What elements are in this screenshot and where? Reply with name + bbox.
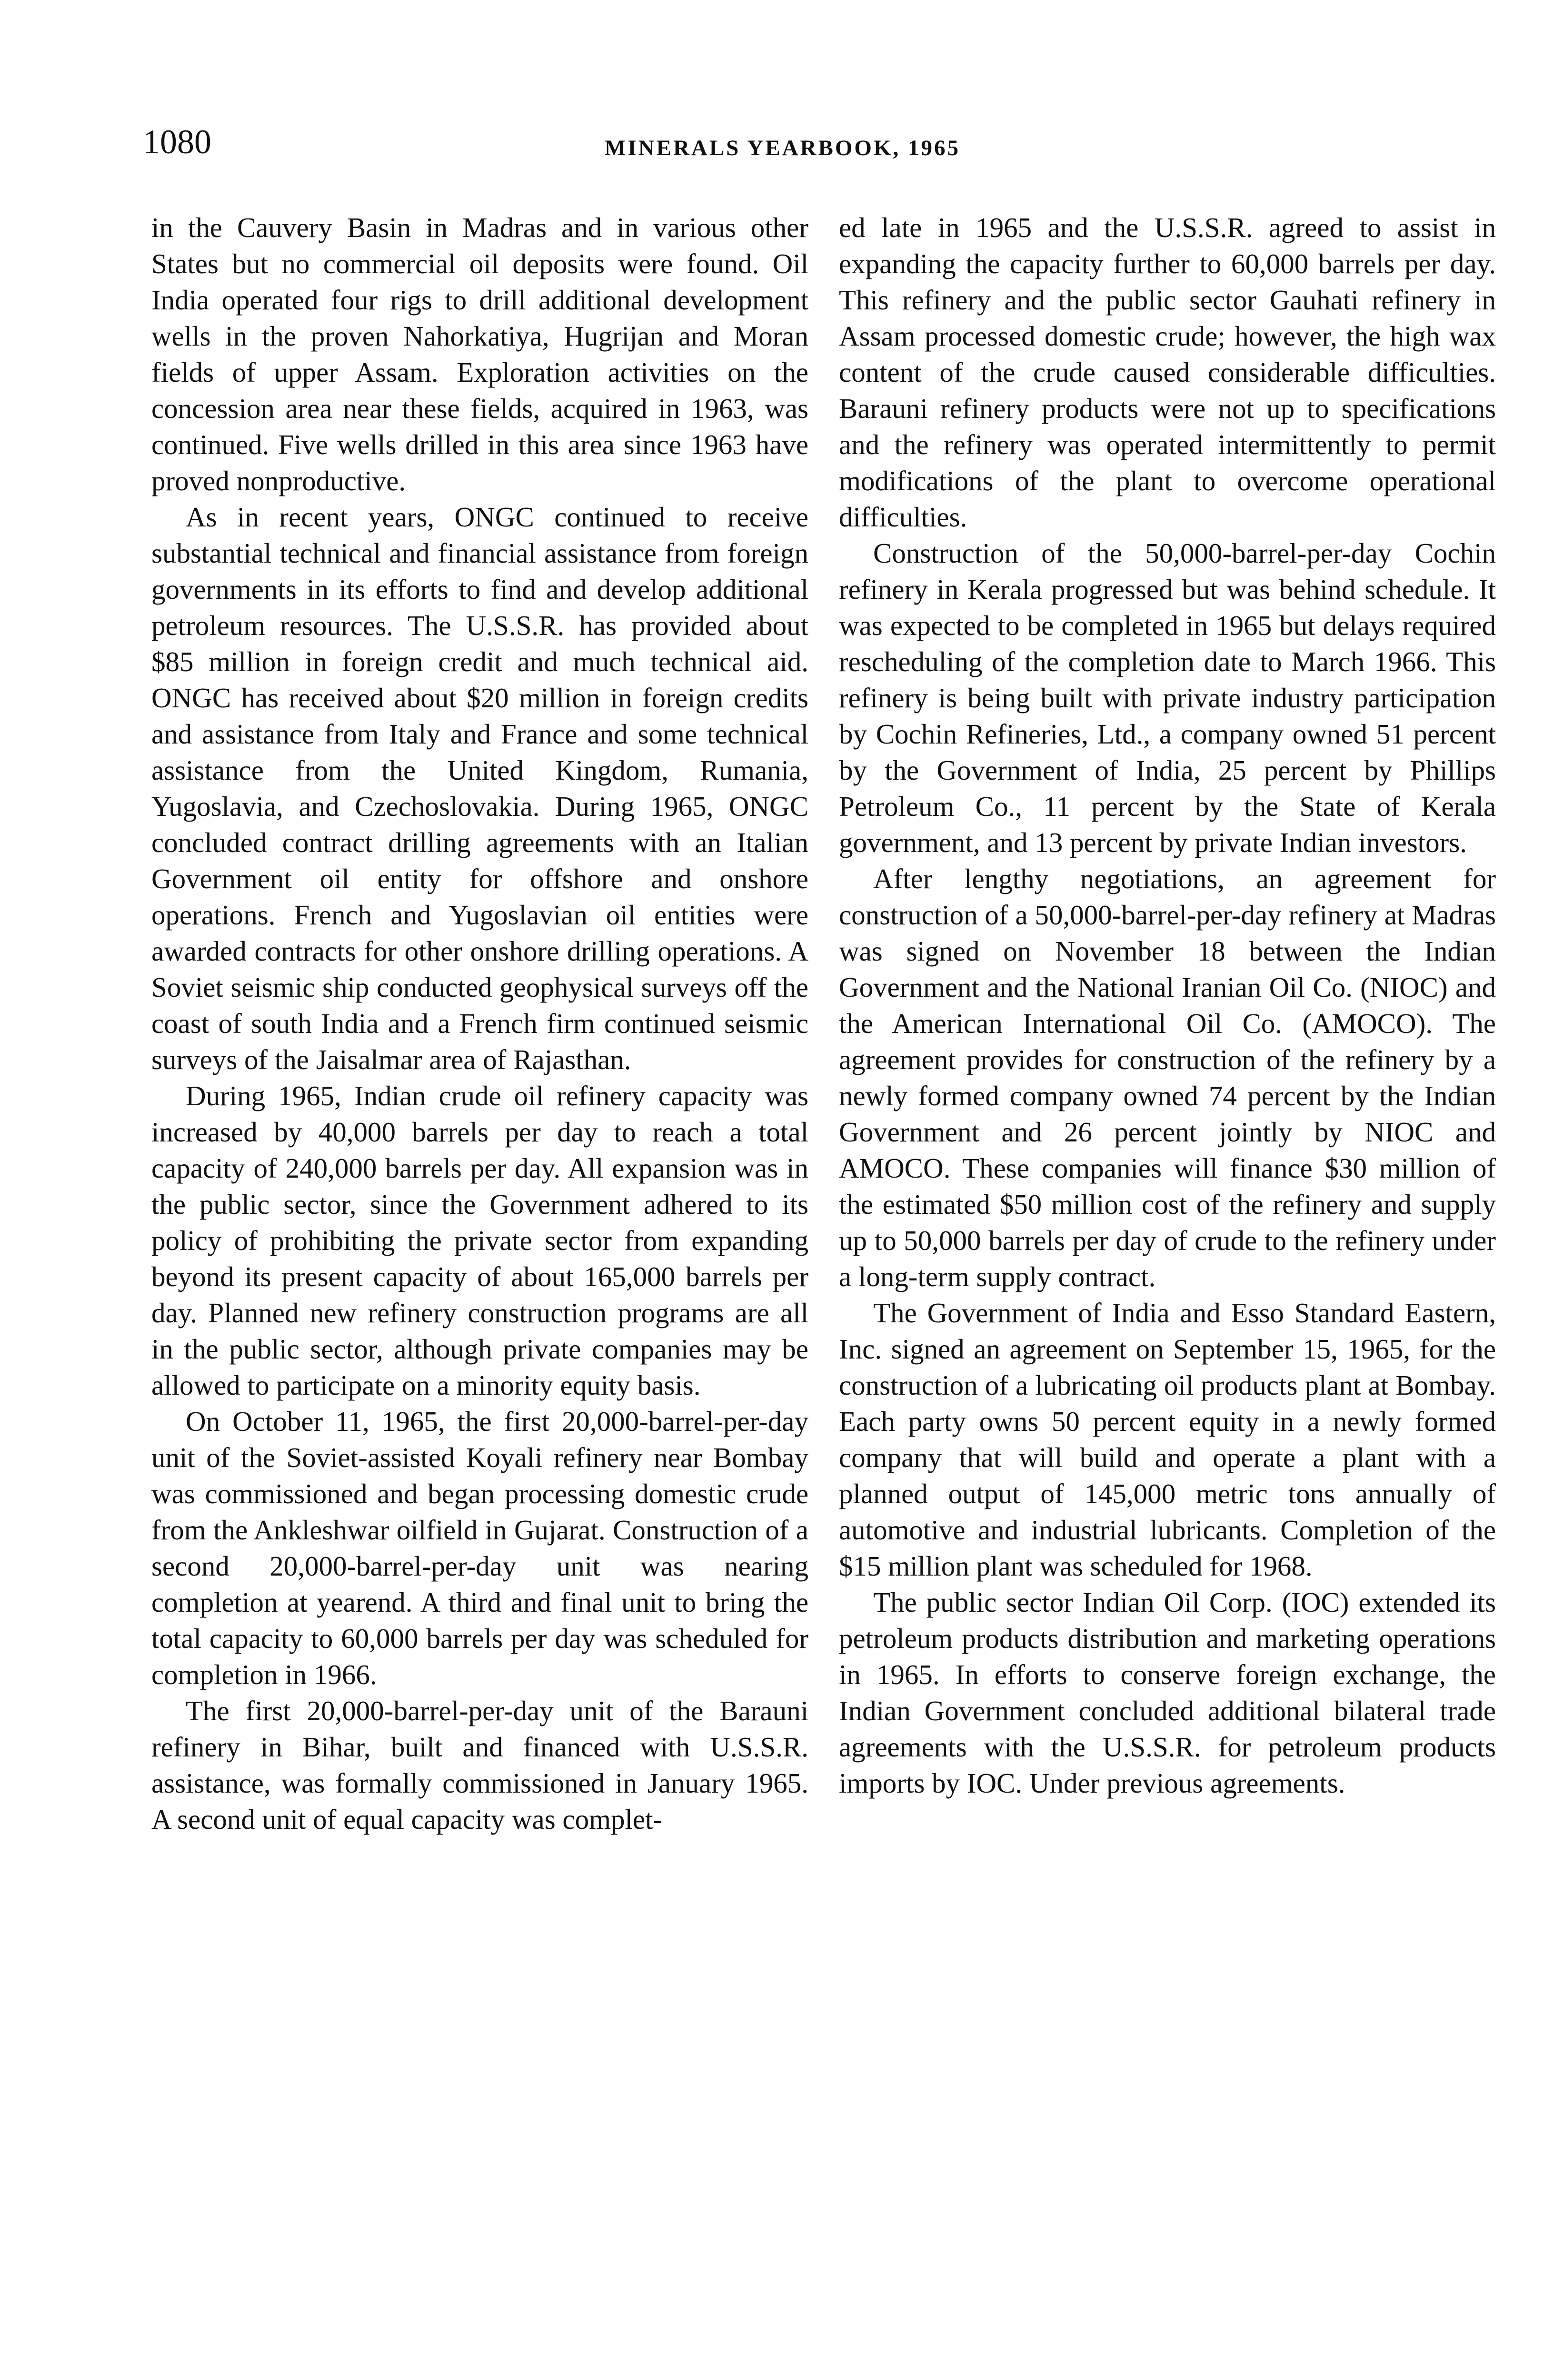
left-column [151, 209, 808, 1837]
right-paragraph-4: The Government of India and Esso Standard Eastern, Inc. signed an agreement on September 15, 1965, for the construction of a lubricating oil products plant at Bombay. Each party owns 50 percent equity in a newly formed company that will build and operate a plant with a planned output of 145,000 metric tons annually of automotive and industrial lubricants. Completion of the $15 million plant was scheduled for 1968. [839, 1297, 1496, 1582]
right-column [839, 209, 1496, 1801]
left-paragraph-4: On October 11, 1965, the first 20,000-barrel-per-day unit of the Soviet-assisted Koyali refinery near Bombay was commissioned and began processing domestic crude from the Ankleshwar oilfield in Gujarat. Construction of a second 20,000-barrel-per-day unit was nearing completion at yearend. A third and final unit to bring the total capacity to 60,000 barrels per day was scheduled for completion in 1966. [151, 1406, 808, 1690]
left-paragraph-1: in the Cauvery Basin in Madras and in various other States but no commercial oil deposits were found. Oil India operated four rigs to drill additional development wells in the proven Nahorkatiya, Hugrijan and Moran fields of upper Assam. Exploration activities on the concession area near these fields, acquired in 1963, was continued. Five wells drilled in this area since 1963 have proved nonproductive. [151, 212, 808, 496]
left-paragraph-3: During 1965, Indian crude oil refinery capacity was increased by 40,000 barrels per day to reach a total capacity of 240,000 barrels per day. All expansion was in the public sector, since the Government adhered to its policy of prohibiting the private sector from expanding beyond its present capacity of about 165,000 barrels per day. Planned new refinery construction programs are all in the public sector, although private companies may be allowed to participate on a minority equity basis. [151, 1080, 808, 1401]
right-paragraph-3: After lengthy negotiations, an agreement for construction of a 50,000-barrel-per-day refinery at Madras was signed on November 18 between the Indian Government and the National Iranian Oil Co. (NIOC) and the American International Oil Co. (AMOCO). The agreement provides for construction of the refinery by a newly formed company owned 74 percent by the Indian Government and 26 percent jointly by NIOC and AMOCO. These companies will finance $30 million of the estimated $50 million cost of the refinery and supply up to 50,000 barrels per day of crude to the refinery under a long-term supply contract. [839, 863, 1496, 1292]
right-paragraph-2: Construction of the 50,000-barrel-per-day Cochin refinery in Kerala progressed but was behind schedule. It was expected to be completed in 1965 but delays required rescheduling of the completion date to March 1966. This refinery is being built with private industry participation by Cochin Refineries, Ltd., a company owned 51 percent by the Government of India, 25 percent by Phillips Petroleum Co., 11 percent by the State of Kerala government, and 13 percent by private Indian investors. [839, 537, 1496, 858]
right-paragraph-5: The public sector Indian Oil Corp. (IOC) extended its petroleum products distribution and marketing operations in 1965. In efforts to conserve foreign exchange, the Indian Government concluded additional bilateral trade agreements with the U.S.S.R. for petroleum products imports by IOC. Under previous agreements. [839, 1587, 1496, 1799]
right-paragraph-1: ed late in 1965 and the U.S.S.R. agreed to assist in expanding the capacity further to 60,000 barrels per day. This refinery and the public sector Gauhati refinery in Assam processed domestic crude; however, the high wax content of the crude caused considerable difficulties. Barauni refinery products were not up to specifications and the refinery was operated intermittently to permit modifications of the plant to overcome operational difficulties. [839, 212, 1496, 533]
left-paragraph-2: As in recent years, ONGC continued to receive substantial technical and financial assistance from foreign governments in its efforts to find and develop additional petroleum resources. The U.S.S.R. has provided about $85 million in foreign credit and much technical aid. ONGC has received about $20 million in foreign credits and assistance from Italy and France and some technical assistance from the United Kingdom, Rumania, Yugoslavia, and Czechoslovakia. During 1965, ONGC concluded contract drilling agreements with an Italian Government oil entity for offshore and onshore operations. French and Yugoslavian oil entities were awarded contracts for other onshore drilling operations. A Soviet seismic ship conducted geophysical surveys off the coast of south India and a French firm continued seismic surveys of the Jaisalmar area of Rajasthan. [151, 501, 808, 1075]
left-paragraph-5: The first 20,000-barrel-per-day unit of the Barauni refinery in Bihar, built and financed with U.S.S.R. assistance, was formally commissioned in January 1965. A second unit of equal capacity was complet- [151, 1695, 808, 1835]
running-head: MINERALS YEARBOOK, 1965 [605, 136, 961, 160]
page-number: 1080 [143, 123, 211, 161]
